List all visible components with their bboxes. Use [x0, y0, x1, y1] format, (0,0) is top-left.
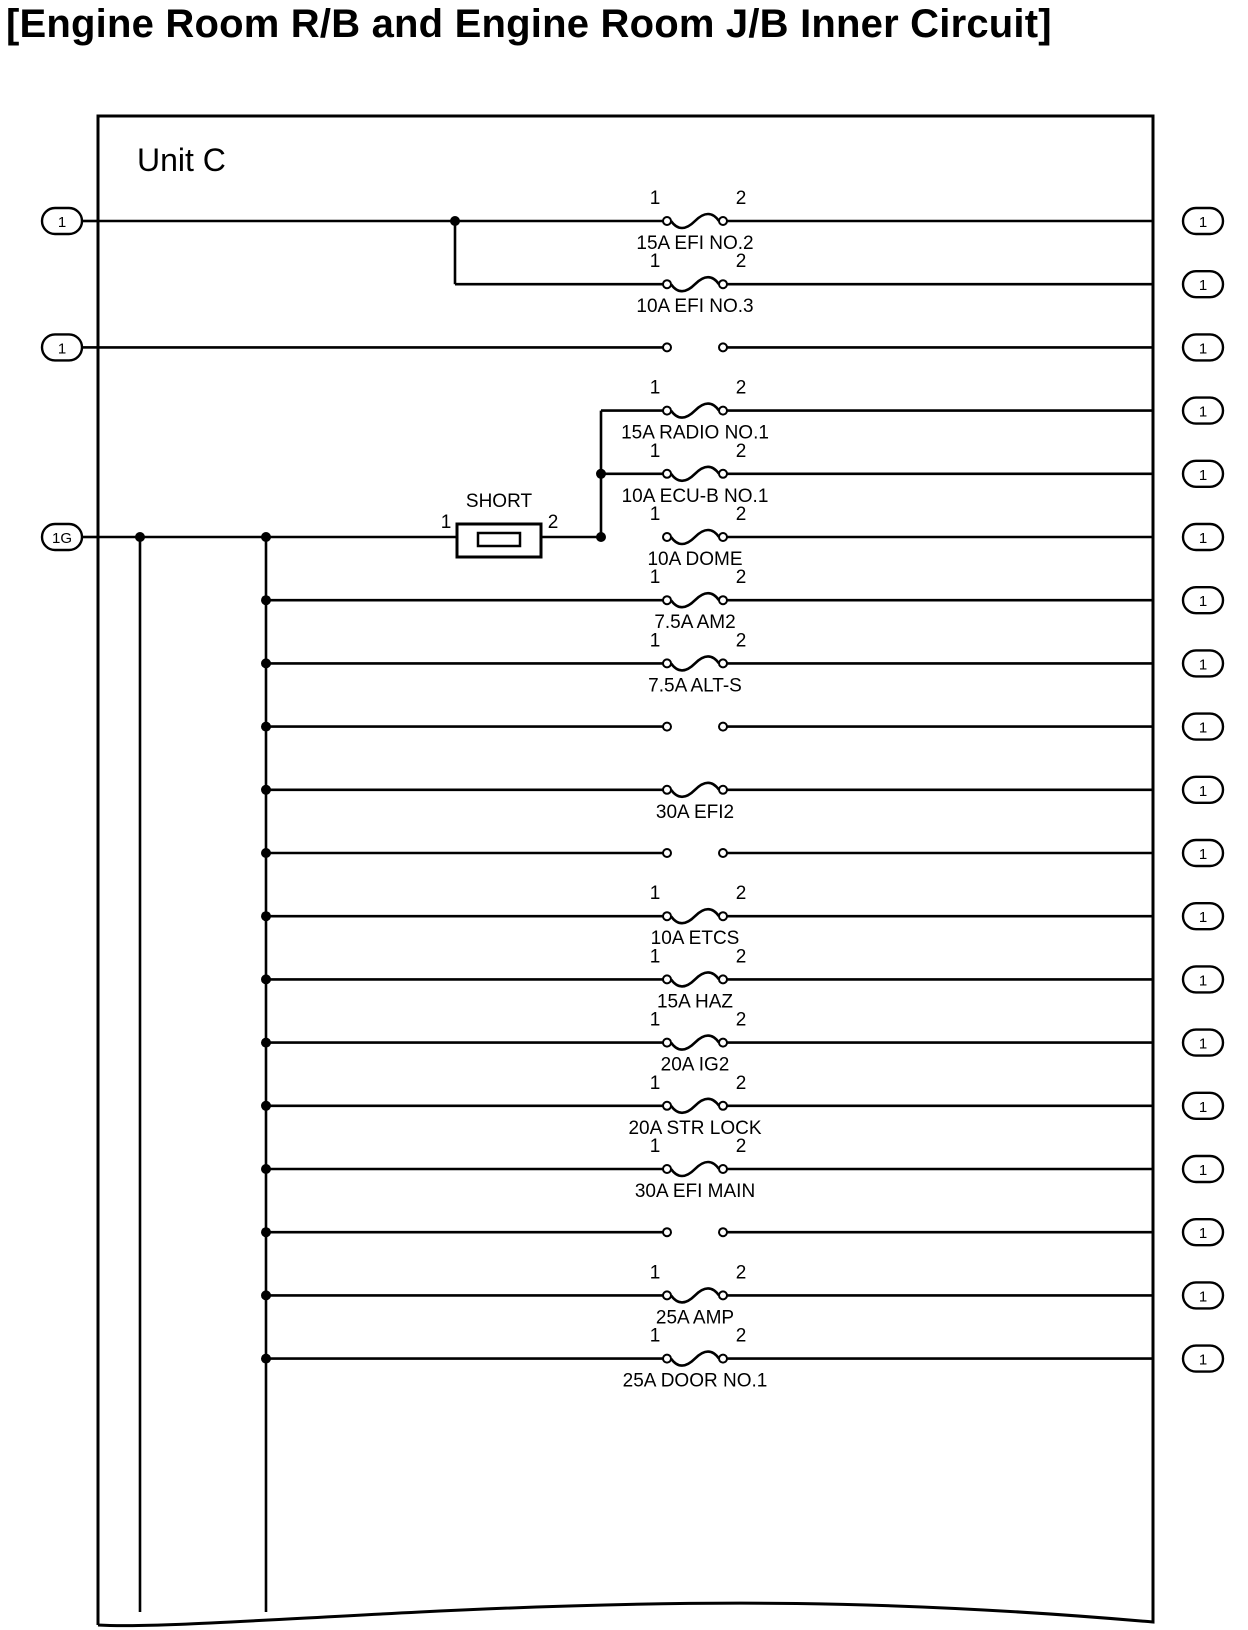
output-connector: [1183, 398, 1223, 424]
terminal-left: [663, 407, 671, 415]
terminal-right: [719, 849, 727, 857]
output-connector-label: 1: [1198, 1225, 1208, 1243]
terminal-right: [719, 343, 727, 351]
output-connector: [1183, 1346, 1223, 1372]
output-connector-label: 1: [1198, 782, 1208, 800]
output-connector: [1183, 461, 1223, 487]
terminal-right: [719, 407, 727, 415]
fuse-pin-1: 1: [649, 1262, 661, 1284]
terminal-left: [663, 1039, 671, 1047]
fuse-label: 10A ECU-B NO.1: [621, 485, 769, 507]
input-connector-in-1g-label: 1G: [51, 530, 73, 547]
fuse-pin-1: 1: [649, 567, 661, 589]
fuse-label: 7.5A AM2: [654, 612, 736, 634]
fuse-symbol: [671, 1288, 719, 1302]
fuse-label: 20A STR LOCK: [628, 1117, 762, 1139]
fuse-label: 30A EFI2: [655, 801, 735, 823]
output-connector: [1183, 903, 1223, 929]
output-connector: [1183, 1030, 1223, 1056]
short-fuse-body: [457, 524, 541, 557]
output-connector: [1183, 524, 1223, 550]
output-connector: [1183, 1093, 1223, 1119]
fuse-pin-1: 1: [649, 883, 661, 905]
unit-border: [98, 116, 1153, 1626]
circuit-row: [261, 714, 1223, 740]
fuse-pin-1: 1: [649, 1009, 661, 1031]
junction-dot: [261, 1038, 271, 1048]
unit-label: Unit C: [137, 142, 226, 178]
output-connector-label: 1: [1198, 1035, 1208, 1053]
terminal-right: [719, 280, 727, 288]
input-connector-in-1g: [42, 524, 82, 550]
output-connector-label: 1: [1198, 277, 1208, 295]
terminal-right: [719, 975, 727, 983]
output-connector-label: 1: [1198, 530, 1208, 547]
circuit-row: [261, 777, 1223, 823]
output-connector: [1183, 1219, 1223, 1245]
circuit-row: [261, 1073, 1223, 1139]
fuse-symbol: [671, 1162, 719, 1176]
terminal-left: [663, 849, 671, 857]
output-connector: [1183, 840, 1223, 866]
output-connector-label: 1: [1198, 403, 1208, 421]
output-connector: [1183, 334, 1223, 360]
output-connector-label: 1: [1198, 1098, 1208, 1116]
output-connector-label: 1: [1198, 593, 1208, 611]
terminal-left: [663, 280, 671, 288]
fuse-symbol: [671, 530, 719, 544]
fuse-symbol: [671, 909, 719, 923]
terminal-right: [719, 596, 727, 604]
fuse-label: 10A ETCS: [650, 928, 740, 950]
circuit-row: [601, 441, 1223, 507]
junction-dot: [261, 1227, 271, 1237]
junction-dot: [261, 532, 271, 542]
fuse-label: 30A EFI MAIN: [634, 1181, 756, 1202]
circuit-row: [261, 630, 1223, 696]
terminal-left: [663, 912, 671, 920]
output-connector: [1183, 208, 1223, 234]
terminal-right: [719, 1165, 727, 1173]
fuse-pin-2: 2: [735, 188, 747, 209]
fuse-pin-2: 2: [735, 1136, 747, 1157]
fuse-symbol: [671, 467, 719, 481]
circuit-row: [261, 840, 1223, 866]
output-connector-label: 1: [1198, 214, 1208, 231]
junction-dot: [261, 1101, 271, 1111]
output-connector-label: 1: [1198, 719, 1208, 737]
output-connector-label: 1: [1198, 1351, 1208, 1369]
wiring-layer: [82, 216, 606, 1612]
junction-dot: [261, 722, 271, 732]
junction-dot: [135, 532, 145, 542]
junction-dot: [261, 658, 271, 668]
fuse-pin-2: 2: [735, 1325, 747, 1347]
output-connector: [1183, 271, 1223, 297]
terminal-left: [663, 343, 671, 351]
terminal-left: [663, 470, 671, 478]
fuse-symbol: [671, 214, 719, 228]
terminal-right: [719, 786, 727, 794]
fuse-label: 15A RADIO NO.1: [621, 422, 769, 444]
fuse-pin-1: 1: [649, 251, 661, 273]
input-connector-in-1a: [42, 208, 82, 234]
fuse-pin-1: 1: [649, 946, 661, 968]
output-connector-label: 1: [1198, 340, 1208, 358]
input-connector-in-1b: [42, 334, 82, 360]
fuse-label: 10A DOME: [647, 549, 743, 570]
output-connector-label: 1: [1198, 972, 1208, 990]
output-connector: [1183, 1156, 1223, 1182]
terminal-right: [719, 470, 727, 478]
fuse-pin-2: 2: [735, 1072, 747, 1094]
terminal-right: [719, 1291, 727, 1299]
circuit-row: [261, 946, 1223, 1012]
fuse-pin-2: 2: [735, 504, 747, 525]
fuse-label: 25A AMP: [655, 1307, 735, 1329]
circuit-row: [647, 504, 1223, 570]
output-connector: [1183, 777, 1223, 803]
output-connector-label: 1: [1198, 656, 1208, 674]
terminal-left: [663, 1165, 671, 1173]
terminal-right: [719, 1228, 727, 1236]
output-connector-label: 1: [1198, 1288, 1208, 1306]
circuit-row: [455, 251, 1223, 317]
terminal-right: [719, 1355, 727, 1363]
fuse-pin-2: 2: [735, 946, 747, 968]
terminal-left: [663, 596, 671, 604]
fuse-symbol: [671, 404, 719, 418]
terminal-left: [663, 1102, 671, 1110]
fuse-label: 20A IG2: [660, 1054, 730, 1076]
input-connectors: [42, 208, 82, 550]
circuit-row: [98, 334, 1223, 360]
input-connector-in-1b-label: 1: [57, 340, 67, 358]
short-pin-left: 1: [440, 512, 452, 533]
fuse-label: 25A DOOR NO.1: [622, 1370, 768, 1392]
circuit-row: [98, 188, 1223, 254]
fuse-pin-1: 1: [649, 377, 661, 399]
fuse-symbol: [671, 972, 719, 986]
fuse-pin-1: 1: [649, 504, 661, 525]
output-connector: [1183, 714, 1223, 740]
output-connector-label: 1: [1198, 466, 1208, 484]
circuit-row: [261, 1326, 1223, 1392]
junction-dot: [261, 1164, 271, 1174]
junction-dot: [261, 974, 271, 984]
fuse-pin-2: 2: [735, 1009, 747, 1031]
circuit-row: [261, 1136, 1223, 1202]
output-connector-label: 1: [1198, 846, 1208, 863]
output-connector: [1183, 650, 1223, 676]
junction-dot: [261, 848, 271, 858]
fuse-pin-2: 2: [735, 1262, 747, 1284]
terminal-right: [719, 659, 727, 667]
fuse-label: 15A HAZ: [656, 991, 734, 1013]
output-connector: [1183, 966, 1223, 992]
fuse-pin-1: 1: [649, 1072, 661, 1094]
fuse-pin-1: 1: [649, 440, 661, 462]
terminal-left: [663, 786, 671, 794]
page-title: [Engine Room R/B and Engine Room J/B Inner Circuit]: [6, 2, 1052, 46]
fuse-symbol: [671, 1352, 719, 1366]
circuit-row: [261, 883, 1223, 949]
short-fuse: [441, 491, 559, 557]
fuse-pin-2: 2: [735, 630, 747, 652]
terminal-right: [719, 533, 727, 541]
fuse-pin-2: 2: [735, 440, 747, 462]
output-connector: [1183, 587, 1223, 613]
junction-dot: [261, 911, 271, 921]
circuit-row: [601, 378, 1223, 444]
junction-dot: [261, 785, 271, 795]
fuse-pin-1: 1: [649, 1325, 661, 1347]
fuse-pin-2: 2: [735, 251, 747, 273]
terminal-right: [719, 217, 727, 225]
short-pin-right: 2: [547, 512, 559, 533]
terminal-left: [663, 533, 671, 541]
fuse-pin-2: 2: [735, 883, 747, 905]
fuse-symbol: [671, 656, 719, 670]
fuse-pin-1: 1: [649, 1136, 661, 1157]
terminal-left: [663, 1355, 671, 1363]
terminal-right: [719, 1039, 727, 1047]
terminal-left: [663, 217, 671, 225]
circuit-row: [261, 1262, 1223, 1328]
circuit-row: [261, 567, 1223, 633]
terminal-right: [719, 1102, 727, 1110]
output-connector-label: 1: [1198, 909, 1208, 927]
terminal-left: [663, 659, 671, 667]
fuse-symbol: [671, 1036, 719, 1050]
fuse-symbol: [671, 593, 719, 607]
terminal-right: [719, 723, 727, 731]
short-label: SHORT: [465, 491, 533, 512]
junction-dot: [261, 1354, 271, 1364]
fuse-label: 10A EFI NO.3: [636, 296, 754, 318]
circuit-row: [261, 1219, 1223, 1245]
output-connector-label: 1: [1198, 1162, 1208, 1179]
terminal-left: [663, 1291, 671, 1299]
circuit-row: [261, 1010, 1223, 1076]
fuse-pin-2: 2: [735, 567, 747, 589]
fuse-symbol: [671, 783, 719, 797]
terminal-left: [663, 975, 671, 983]
fuse-label: 7.5A ALT-S: [648, 675, 742, 697]
terminal-left: [663, 723, 671, 731]
input-connector-in-1a-label: 1: [57, 214, 67, 231]
fuse-pin-1: 1: [649, 630, 661, 652]
fuse-symbol: [671, 1099, 719, 1113]
terminal-left: [663, 1228, 671, 1236]
fuse-pin-2: 2: [735, 377, 747, 399]
fuse-pin-1: 1: [649, 188, 661, 209]
output-connector: [1183, 1282, 1223, 1308]
fuse-symbol: [671, 277, 719, 291]
fuse-label: 15A EFI NO.2: [636, 233, 754, 254]
junction-dot: [261, 595, 271, 605]
junction-dot: [261, 1290, 271, 1300]
terminal-right: [719, 912, 727, 920]
